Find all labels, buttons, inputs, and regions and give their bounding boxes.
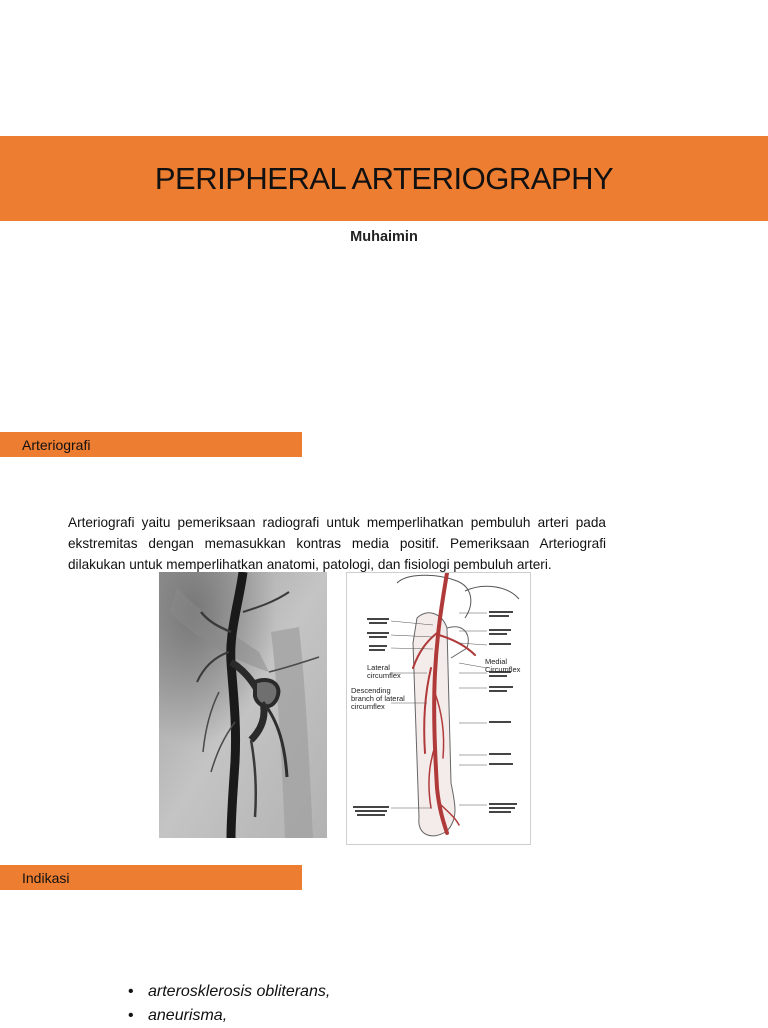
label-lateral-circumflex: Lateral circumflex bbox=[367, 663, 401, 680]
label-descending-branch: Descending branch of lateral circumflex bbox=[351, 686, 405, 711]
list-item: • arterosklerosis obliterans, bbox=[128, 980, 330, 1004]
indication-list bbox=[128, 980, 330, 1028]
femoral-artery-illustration bbox=[347, 573, 530, 844]
definition-paragraph: Arteriografi yaitu pemeriksaan radiografi untuk memperlihatkan pembuluh arteri pada ekstremitas dengan memasukkan kontras media positif. Pemeriksaan Arteriografi dilakukan untuk memperlihatkan anatomi, patologi, dan fisiologi pembuluh arteri. bbox=[68, 514, 606, 572]
author-name: Muhaimin bbox=[350, 229, 418, 245]
list-item: • aneurisma, bbox=[128, 1004, 330, 1028]
label-medial-circumflex: Medial Circumflex bbox=[485, 657, 521, 674]
section-header-arteriografi bbox=[0, 432, 302, 457]
section-header-indikasi bbox=[0, 865, 302, 890]
title-banner bbox=[0, 136, 768, 221]
slide-title: PERIPHERAL ARTERIOGRAPHY bbox=[154, 160, 614, 196]
section-heading: Indikasi bbox=[22, 869, 70, 886]
arterial-anatomy-diagram bbox=[346, 572, 531, 845]
section-heading: Arteriografi bbox=[22, 436, 91, 453]
angiogram-xray-image bbox=[159, 572, 327, 838]
